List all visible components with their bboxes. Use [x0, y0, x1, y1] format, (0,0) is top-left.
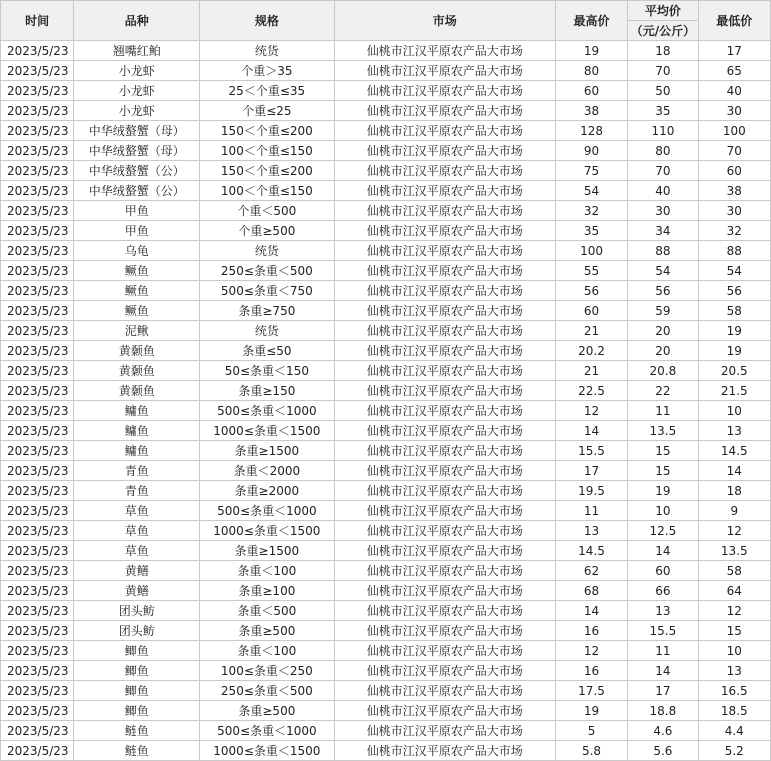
cell-variety: 黄鳝	[74, 561, 200, 581]
cell-avg-price: 50	[628, 81, 698, 101]
cell-variety: 黄颡鱼	[74, 381, 200, 401]
cell-spec: 条重＜500	[200, 601, 335, 621]
cell-avg-price: 35	[628, 101, 698, 121]
cell-variety: 草鱼	[74, 521, 200, 541]
cell-max-price: 21	[555, 361, 627, 381]
cell-market: 仙桃市江汉平原农产品大市场	[334, 161, 555, 181]
cell-min-price: 12	[698, 601, 770, 621]
cell-spec: 250≤条重＜500	[200, 681, 335, 701]
cell-max-price: 12	[555, 641, 627, 661]
cell-variety: 团头鲂	[74, 601, 200, 621]
cell-min-price: 4.4	[698, 721, 770, 741]
cell-market: 仙桃市江汉平原农产品大市场	[334, 641, 555, 661]
cell-date: 2023/5/23	[1, 541, 74, 561]
table-row	[1, 81, 771, 101]
cell-market: 仙桃市江汉平原农产品大市场	[334, 661, 555, 681]
header-avg-price: 平均价	[628, 1, 698, 21]
cell-spec: 条重＜2000	[200, 461, 335, 481]
cell-max-price: 35	[555, 221, 627, 241]
cell-avg-price: 19	[628, 481, 698, 501]
cell-market: 仙桃市江汉平原农产品大市场	[334, 141, 555, 161]
cell-variety: 鲫鱼	[74, 701, 200, 721]
table-row	[1, 441, 771, 461]
cell-variety: 鲫鱼	[74, 681, 200, 701]
cell-max-price: 38	[555, 101, 627, 121]
cell-spec: 条重≥750	[200, 301, 335, 321]
cell-market: 仙桃市江汉平原农产品大市场	[334, 341, 555, 361]
table-row	[1, 281, 771, 301]
cell-max-price: 12	[555, 401, 627, 421]
cell-market: 仙桃市江汉平原农产品大市场	[334, 181, 555, 201]
cell-max-price: 75	[555, 161, 627, 181]
cell-date: 2023/5/23	[1, 241, 74, 261]
cell-min-price: 16.5	[698, 681, 770, 701]
cell-spec: 100＜个重≤150	[200, 141, 335, 161]
cell-variety: 中华绒螯蟹（公）	[74, 181, 200, 201]
cell-min-price: 54	[698, 261, 770, 281]
cell-market: 仙桃市江汉平原农产品大市场	[334, 81, 555, 101]
cell-market: 仙桃市江汉平原农产品大市场	[334, 221, 555, 241]
cell-market: 仙桃市江汉平原农产品大市场	[334, 301, 555, 321]
cell-avg-price: 54	[628, 261, 698, 281]
cell-min-price: 14	[698, 461, 770, 481]
cell-date: 2023/5/23	[1, 521, 74, 541]
cell-date: 2023/5/23	[1, 681, 74, 701]
cell-max-price: 15.5	[555, 441, 627, 461]
table-row	[1, 741, 771, 761]
cell-date: 2023/5/23	[1, 401, 74, 421]
cell-date: 2023/5/23	[1, 601, 74, 621]
cell-min-price: 18.5	[698, 701, 770, 721]
cell-variety: 鳜鱼	[74, 261, 200, 281]
cell-avg-price: 88	[628, 241, 698, 261]
cell-spec: 条重≥150	[200, 381, 335, 401]
cell-spec: 150＜个重≤200	[200, 121, 335, 141]
cell-market: 仙桃市江汉平原农产品大市场	[334, 201, 555, 221]
cell-variety: 青鱼	[74, 481, 200, 501]
cell-spec: 统货	[200, 41, 335, 61]
cell-min-price: 18	[698, 481, 770, 501]
table-row	[1, 361, 771, 381]
cell-variety: 小龙虾	[74, 61, 200, 81]
table-row	[1, 661, 771, 681]
cell-min-price: 30	[698, 101, 770, 121]
cell-date: 2023/5/23	[1, 121, 74, 141]
cell-max-price: 80	[555, 61, 627, 81]
cell-avg-price: 5.6	[628, 741, 698, 761]
table-row	[1, 201, 771, 221]
cell-market: 仙桃市江汉平原农产品大市场	[334, 61, 555, 81]
cell-variety: 鳙鱼	[74, 401, 200, 421]
cell-avg-price: 15.5	[628, 621, 698, 641]
cell-variety: 鳜鱼	[74, 281, 200, 301]
cell-variety: 鳙鱼	[74, 441, 200, 461]
table-row	[1, 401, 771, 421]
table-row	[1, 61, 771, 81]
cell-spec: 条重≥100	[200, 581, 335, 601]
cell-variety: 小龙虾	[74, 101, 200, 121]
cell-max-price: 60	[555, 301, 627, 321]
cell-date: 2023/5/23	[1, 501, 74, 521]
cell-avg-price: 40	[628, 181, 698, 201]
cell-max-price: 16	[555, 661, 627, 681]
cell-spec: 条重≤50	[200, 341, 335, 361]
cell-variety: 鲫鱼	[74, 641, 200, 661]
cell-max-price: 62	[555, 561, 627, 581]
table-header	[1, 1, 771, 41]
table-row	[1, 701, 771, 721]
cell-min-price: 40	[698, 81, 770, 101]
table-row	[1, 141, 771, 161]
cell-date: 2023/5/23	[1, 61, 74, 81]
cell-date: 2023/5/23	[1, 161, 74, 181]
cell-variety: 鲢鱼	[74, 741, 200, 761]
table-row	[1, 421, 771, 441]
cell-spec: 1000≤条重＜1500	[200, 741, 335, 761]
cell-avg-price: 66	[628, 581, 698, 601]
cell-market: 仙桃市江汉平原农产品大市场	[334, 421, 555, 441]
table-row	[1, 241, 771, 261]
cell-variety: 鳙鱼	[74, 421, 200, 441]
cell-avg-price: 20	[628, 321, 698, 341]
cell-spec: 条重≥1500	[200, 541, 335, 561]
cell-min-price: 20.5	[698, 361, 770, 381]
cell-variety: 黄鳝	[74, 581, 200, 601]
table-row	[1, 481, 771, 501]
cell-market: 仙桃市江汉平原农产品大市场	[334, 441, 555, 461]
cell-min-price: 13.5	[698, 541, 770, 561]
cell-max-price: 90	[555, 141, 627, 161]
cell-spec: 250≤条重＜500	[200, 261, 335, 281]
cell-max-price: 14.5	[555, 541, 627, 561]
cell-market: 仙桃市江汉平原农产品大市场	[334, 721, 555, 741]
cell-variety: 乌龟	[74, 241, 200, 261]
table-row	[1, 581, 771, 601]
cell-date: 2023/5/23	[1, 421, 74, 441]
table-row	[1, 341, 771, 361]
header-date: 时间	[1, 1, 74, 41]
cell-market: 仙桃市江汉平原农产品大市场	[334, 461, 555, 481]
table-row	[1, 501, 771, 521]
cell-date: 2023/5/23	[1, 701, 74, 721]
cell-market: 仙桃市江汉平原农产品大市场	[334, 381, 555, 401]
cell-spec: 25＜个重≤35	[200, 81, 335, 101]
cell-min-price: 14.5	[698, 441, 770, 461]
table-row	[1, 301, 771, 321]
cell-spec: 条重＜100	[200, 561, 335, 581]
cell-market: 仙桃市江汉平原农产品大市场	[334, 521, 555, 541]
cell-avg-price: 18	[628, 41, 698, 61]
cell-date: 2023/5/23	[1, 181, 74, 201]
cell-avg-price: 80	[628, 141, 698, 161]
cell-market: 仙桃市江汉平原农产品大市场	[334, 121, 555, 141]
cell-avg-price: 20.8	[628, 361, 698, 381]
cell-avg-price: 110	[628, 121, 698, 141]
cell-min-price: 58	[698, 301, 770, 321]
cell-variety: 草鱼	[74, 541, 200, 561]
cell-min-price: 32	[698, 221, 770, 241]
cell-avg-price: 22	[628, 381, 698, 401]
cell-variety: 鲢鱼	[74, 721, 200, 741]
cell-date: 2023/5/23	[1, 261, 74, 281]
table-row	[1, 321, 771, 341]
cell-max-price: 19	[555, 701, 627, 721]
cell-max-price: 17.5	[555, 681, 627, 701]
cell-avg-price: 15	[628, 461, 698, 481]
cell-date: 2023/5/23	[1, 41, 74, 61]
cell-spec: 100≤条重＜250	[200, 661, 335, 681]
cell-min-price: 10	[698, 641, 770, 661]
cell-spec: 统货	[200, 241, 335, 261]
cell-date: 2023/5/23	[1, 581, 74, 601]
cell-max-price: 19	[555, 41, 627, 61]
cell-max-price: 68	[555, 581, 627, 601]
cell-spec: 条重≥500	[200, 621, 335, 641]
cell-avg-price: 15	[628, 441, 698, 461]
cell-market: 仙桃市江汉平原农产品大市场	[334, 261, 555, 281]
cell-date: 2023/5/23	[1, 301, 74, 321]
cell-avg-price: 56	[628, 281, 698, 301]
cell-min-price: 13	[698, 661, 770, 681]
cell-min-price: 56	[698, 281, 770, 301]
table-row	[1, 621, 771, 641]
cell-variety: 小龙虾	[74, 81, 200, 101]
cell-date: 2023/5/23	[1, 561, 74, 581]
table-row	[1, 461, 771, 481]
cell-avg-price: 60	[628, 561, 698, 581]
cell-date: 2023/5/23	[1, 341, 74, 361]
header-spec: 规格	[200, 1, 335, 41]
cell-date: 2023/5/23	[1, 281, 74, 301]
cell-max-price: 5.8	[555, 741, 627, 761]
table-row	[1, 121, 771, 141]
cell-date: 2023/5/23	[1, 461, 74, 481]
cell-avg-price: 14	[628, 661, 698, 681]
cell-market: 仙桃市江汉平原农产品大市场	[334, 281, 555, 301]
cell-variety: 黄颡鱼	[74, 341, 200, 361]
header-unit: （元/公斤）	[628, 21, 698, 41]
table-row	[1, 101, 771, 121]
cell-avg-price: 17	[628, 681, 698, 701]
cell-min-price: 5.2	[698, 741, 770, 761]
cell-min-price: 17	[698, 41, 770, 61]
cell-market: 仙桃市江汉平原农产品大市场	[334, 681, 555, 701]
table-row	[1, 161, 771, 181]
cell-avg-price: 13	[628, 601, 698, 621]
cell-max-price: 5	[555, 721, 627, 741]
cell-market: 仙桃市江汉平原农产品大市场	[334, 621, 555, 641]
cell-min-price: 64	[698, 581, 770, 601]
cell-max-price: 32	[555, 201, 627, 221]
cell-max-price: 11	[555, 501, 627, 521]
cell-variety: 黄颡鱼	[74, 361, 200, 381]
cell-avg-price: 34	[628, 221, 698, 241]
cell-min-price: 15	[698, 621, 770, 641]
cell-variety: 青鱼	[74, 461, 200, 481]
cell-spec: 1000≤条重＜1500	[200, 421, 335, 441]
cell-avg-price: 18.8	[628, 701, 698, 721]
cell-market: 仙桃市江汉平原农产品大市场	[334, 241, 555, 261]
table-row	[1, 181, 771, 201]
header-market: 市场	[334, 1, 555, 41]
cell-max-price: 22.5	[555, 381, 627, 401]
cell-spec: 条重≥500	[200, 701, 335, 721]
cell-date: 2023/5/23	[1, 381, 74, 401]
cell-variety: 泥鳅	[74, 321, 200, 341]
cell-variety: 甲鱼	[74, 201, 200, 221]
table-row	[1, 381, 771, 401]
cell-market: 仙桃市江汉平原农产品大市场	[334, 701, 555, 721]
cell-min-price: 38	[698, 181, 770, 201]
cell-min-price: 19	[698, 341, 770, 361]
cell-max-price: 128	[555, 121, 627, 141]
cell-avg-price: 12.5	[628, 521, 698, 541]
cell-min-price: 19	[698, 321, 770, 341]
cell-spec: 500≤条重＜1000	[200, 501, 335, 521]
table-row	[1, 521, 771, 541]
cell-avg-price: 70	[628, 161, 698, 181]
cell-market: 仙桃市江汉平原农产品大市场	[334, 581, 555, 601]
cell-min-price: 13	[698, 421, 770, 441]
header-min-price: 最低价	[698, 1, 770, 41]
cell-max-price: 60	[555, 81, 627, 101]
cell-market: 仙桃市江汉平原农产品大市场	[334, 541, 555, 561]
cell-date: 2023/5/23	[1, 641, 74, 661]
table-row	[1, 41, 771, 61]
cell-spec: 条重≥1500	[200, 441, 335, 461]
cell-avg-price: 11	[628, 641, 698, 661]
cell-avg-price: 13.5	[628, 421, 698, 441]
cell-date: 2023/5/23	[1, 481, 74, 501]
cell-max-price: 55	[555, 261, 627, 281]
cell-avg-price: 4.6	[628, 721, 698, 741]
cell-date: 2023/5/23	[1, 201, 74, 221]
cell-min-price: 65	[698, 61, 770, 81]
cell-date: 2023/5/23	[1, 721, 74, 741]
cell-date: 2023/5/23	[1, 321, 74, 341]
cell-market: 仙桃市江汉平原农产品大市场	[334, 101, 555, 121]
cell-variety: 中华绒螯蟹（公）	[74, 161, 200, 181]
cell-date: 2023/5/23	[1, 141, 74, 161]
cell-variety: 草鱼	[74, 501, 200, 521]
cell-variety: 团头鲂	[74, 621, 200, 641]
cell-date: 2023/5/23	[1, 621, 74, 641]
cell-spec: 100＜个重≤150	[200, 181, 335, 201]
cell-market: 仙桃市江汉平原农产品大市场	[334, 361, 555, 381]
header-variety: 品种	[74, 1, 200, 41]
table-row	[1, 721, 771, 741]
cell-date: 2023/5/23	[1, 661, 74, 681]
cell-min-price: 58	[698, 561, 770, 581]
cell-variety: 鲫鱼	[74, 661, 200, 681]
cell-spec: 500≤条重＜750	[200, 281, 335, 301]
cell-spec: 500≤条重＜1000	[200, 721, 335, 741]
cell-date: 2023/5/23	[1, 221, 74, 241]
cell-spec: 个重≤25	[200, 101, 335, 121]
cell-avg-price: 11	[628, 401, 698, 421]
cell-spec: 1000≤条重＜1500	[200, 521, 335, 541]
cell-max-price: 20.2	[555, 341, 627, 361]
cell-market: 仙桃市江汉平原农产品大市场	[334, 401, 555, 421]
cell-min-price: 21.5	[698, 381, 770, 401]
cell-max-price: 13	[555, 521, 627, 541]
table-row	[1, 561, 771, 581]
cell-avg-price: 20	[628, 341, 698, 361]
cell-max-price: 19.5	[555, 481, 627, 501]
cell-avg-price: 70	[628, 61, 698, 81]
cell-spec: 个重≥500	[200, 221, 335, 241]
cell-max-price: 21	[555, 321, 627, 341]
cell-date: 2023/5/23	[1, 741, 74, 761]
cell-date: 2023/5/23	[1, 441, 74, 461]
cell-spec: 500≤条重＜1000	[200, 401, 335, 421]
cell-date: 2023/5/23	[1, 361, 74, 381]
cell-avg-price: 10	[628, 501, 698, 521]
cell-min-price: 9	[698, 501, 770, 521]
cell-date: 2023/5/23	[1, 101, 74, 121]
cell-max-price: 16	[555, 621, 627, 641]
cell-max-price: 54	[555, 181, 627, 201]
cell-spec: 个重＜500	[200, 201, 335, 221]
table-row	[1, 221, 771, 241]
cell-max-price: 56	[555, 281, 627, 301]
table-row	[1, 681, 771, 701]
cell-variety: 甲鱼	[74, 221, 200, 241]
cell-max-price: 14	[555, 601, 627, 621]
cell-variety: 翘嘴红鲌	[74, 41, 200, 61]
cell-spec: 50≤条重＜150	[200, 361, 335, 381]
cell-market: 仙桃市江汉平原农产品大市场	[334, 481, 555, 501]
cell-min-price: 12	[698, 521, 770, 541]
cell-market: 仙桃市江汉平原农产品大市场	[334, 601, 555, 621]
cell-max-price: 100	[555, 241, 627, 261]
cell-min-price: 70	[698, 141, 770, 161]
cell-spec: 条重≥2000	[200, 481, 335, 501]
cell-market: 仙桃市江汉平原农产品大市场	[334, 501, 555, 521]
cell-min-price: 88	[698, 241, 770, 261]
cell-avg-price: 14	[628, 541, 698, 561]
cell-max-price: 14	[555, 421, 627, 441]
cell-min-price: 60	[698, 161, 770, 181]
cell-market: 仙桃市江汉平原农产品大市场	[334, 41, 555, 61]
cell-variety: 中华绒螯蟹（母）	[74, 141, 200, 161]
cell-variety: 鳜鱼	[74, 301, 200, 321]
cell-spec: 统货	[200, 321, 335, 341]
cell-avg-price: 59	[628, 301, 698, 321]
cell-max-price: 17	[555, 461, 627, 481]
table-row	[1, 641, 771, 661]
cell-market: 仙桃市江汉平原农产品大市场	[334, 741, 555, 761]
cell-market: 仙桃市江汉平原农产品大市场	[334, 321, 555, 341]
cell-avg-price: 30	[628, 201, 698, 221]
cell-spec: 条重＜100	[200, 641, 335, 661]
cell-min-price: 10	[698, 401, 770, 421]
cell-spec: 个重＞35	[200, 61, 335, 81]
table-body	[1, 41, 771, 761]
table-row	[1, 601, 771, 621]
cell-min-price: 30	[698, 201, 770, 221]
cell-variety: 中华绒螯蟹（母）	[74, 121, 200, 141]
cell-date: 2023/5/23	[1, 81, 74, 101]
table-row	[1, 261, 771, 281]
header-max-price: 最高价	[555, 1, 627, 41]
cell-min-price: 100	[698, 121, 770, 141]
table-row	[1, 541, 771, 561]
cell-market: 仙桃市江汉平原农产品大市场	[334, 561, 555, 581]
cell-spec: 150＜个重≤200	[200, 161, 335, 181]
